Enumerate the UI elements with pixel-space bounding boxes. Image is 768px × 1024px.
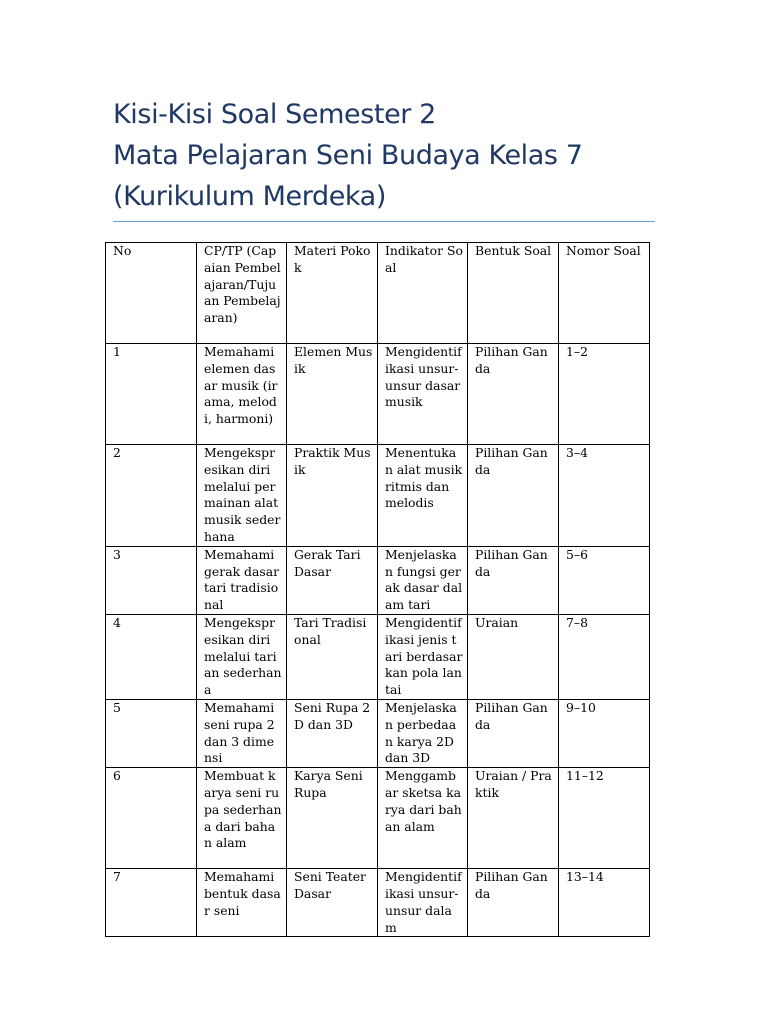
cell-nomor-soal: 11–12 — [559, 768, 650, 869]
cell-cp-tp: Membuat karya seni rupa sederhana dari bahan alam — [197, 768, 287, 869]
cell-bentuk-soal: Pilihan Ganda — [468, 546, 559, 614]
cell-cp-tp: Mengekspresikan diri melalui permainan alat musik sederhana — [197, 445, 287, 547]
cell-indikator-soal: Mengidentifikasi unsur-unsur dalam — [378, 869, 468, 937]
header-indikator-soal: Indikator Soal — [378, 243, 468, 344]
title-line-2: Mata Pelajaran Seni Budaya Kelas 7 — [113, 140, 583, 171]
cell-cp-tp: Memahami gerak dasar tari tradisional — [197, 546, 287, 614]
cell-no: 7 — [106, 869, 197, 937]
cell-indikator-soal: Mengidentifikasi unsur-unsur dasar musik — [378, 344, 468, 445]
cell-materi-pokok: Elemen Musik — [287, 344, 378, 445]
cell-materi-pokok: Gerak Tari Dasar — [287, 546, 378, 614]
cell-no: 4 — [106, 614, 197, 699]
cell-indikator-soal: Menjelaskan perbedaan karya 2D dan 3D — [378, 699, 468, 767]
table-row — [106, 344, 650, 445]
cell-nomor-soal: 13–14 — [559, 869, 650, 937]
table-row — [106, 768, 650, 869]
table-row — [106, 869, 650, 937]
table-row — [106, 445, 650, 547]
cell-indikator-soal: Mengidentifikasi jenis tari berdasarkan pola lantai — [378, 614, 468, 699]
cell-bentuk-soal: Pilihan Ganda — [468, 869, 559, 937]
document-title — [113, 94, 658, 217]
cell-cp-tp: Memahami bentuk dasar seni — [197, 869, 287, 937]
cell-cp-tp: Memahami seni rupa 2 dan 3 dimensi — [197, 699, 287, 767]
cell-cp-tp: Mengekspresikan diri melalui tarian sederhana — [197, 614, 287, 699]
kisi-kisi-table — [105, 242, 650, 937]
cell-bentuk-soal: Pilihan Ganda — [468, 445, 559, 547]
header-materi-pokok: Materi Pokok — [287, 243, 378, 344]
cell-no: 6 — [106, 768, 197, 869]
table-header-row — [106, 243, 650, 344]
title-line-3: (Kurikulum Merdeka) — [113, 181, 386, 212]
cell-bentuk-soal: Uraian / Praktik — [468, 768, 559, 869]
cell-indikator-soal: Menjelaskan fungsi gerak dasar dalam tari — [378, 546, 468, 614]
cell-materi-pokok: Tari Tradisional — [287, 614, 378, 699]
cell-cp-tp: Memahami elemen dasar musik (irama, melodi, harmoni) — [197, 344, 287, 445]
cell-materi-pokok: Seni Rupa 2D dan 3D — [287, 699, 378, 767]
cell-materi-pokok: Praktik Musik — [287, 445, 378, 547]
header-no: No — [106, 243, 197, 344]
cell-nomor-soal: 1–2 — [559, 344, 650, 445]
cell-materi-pokok: Karya Seni Rupa — [287, 768, 378, 869]
cell-bentuk-soal: Pilihan Ganda — [468, 699, 559, 767]
cell-nomor-soal: 3–4 — [559, 445, 650, 547]
cell-no: 1 — [106, 344, 197, 445]
cell-nomor-soal: 9–10 — [559, 699, 650, 767]
cell-indikator-soal: Menentukan alat musik ritmis dan melodis — [378, 445, 468, 547]
cell-nomor-soal: 5–6 — [559, 546, 650, 614]
cell-no: 2 — [106, 445, 197, 547]
cell-bentuk-soal: Uraian — [468, 614, 559, 699]
cell-nomor-soal: 7–8 — [559, 614, 650, 699]
cell-bentuk-soal: Pilihan Ganda — [468, 344, 559, 445]
title-line-1: Kisi-Kisi Soal Semester 2 — [113, 99, 436, 130]
title-divider — [113, 221, 655, 222]
header-bentuk-soal: Bentuk Soal — [468, 243, 559, 344]
table-row — [106, 614, 650, 699]
table-row — [106, 699, 650, 767]
header-nomor-soal: Nomor Soal — [559, 243, 650, 344]
table-row — [106, 546, 650, 614]
cell-indikator-soal: Menggambar sketsa karya dari bahan alam — [378, 768, 468, 869]
cell-materi-pokok: Seni Teater Dasar — [287, 869, 378, 937]
cell-no: 3 — [106, 546, 197, 614]
cell-no: 5 — [106, 699, 197, 767]
header-cp-tp: CP/TP (Capaian Pembelajaran/Tujuan Pembelajaran) — [197, 243, 287, 344]
